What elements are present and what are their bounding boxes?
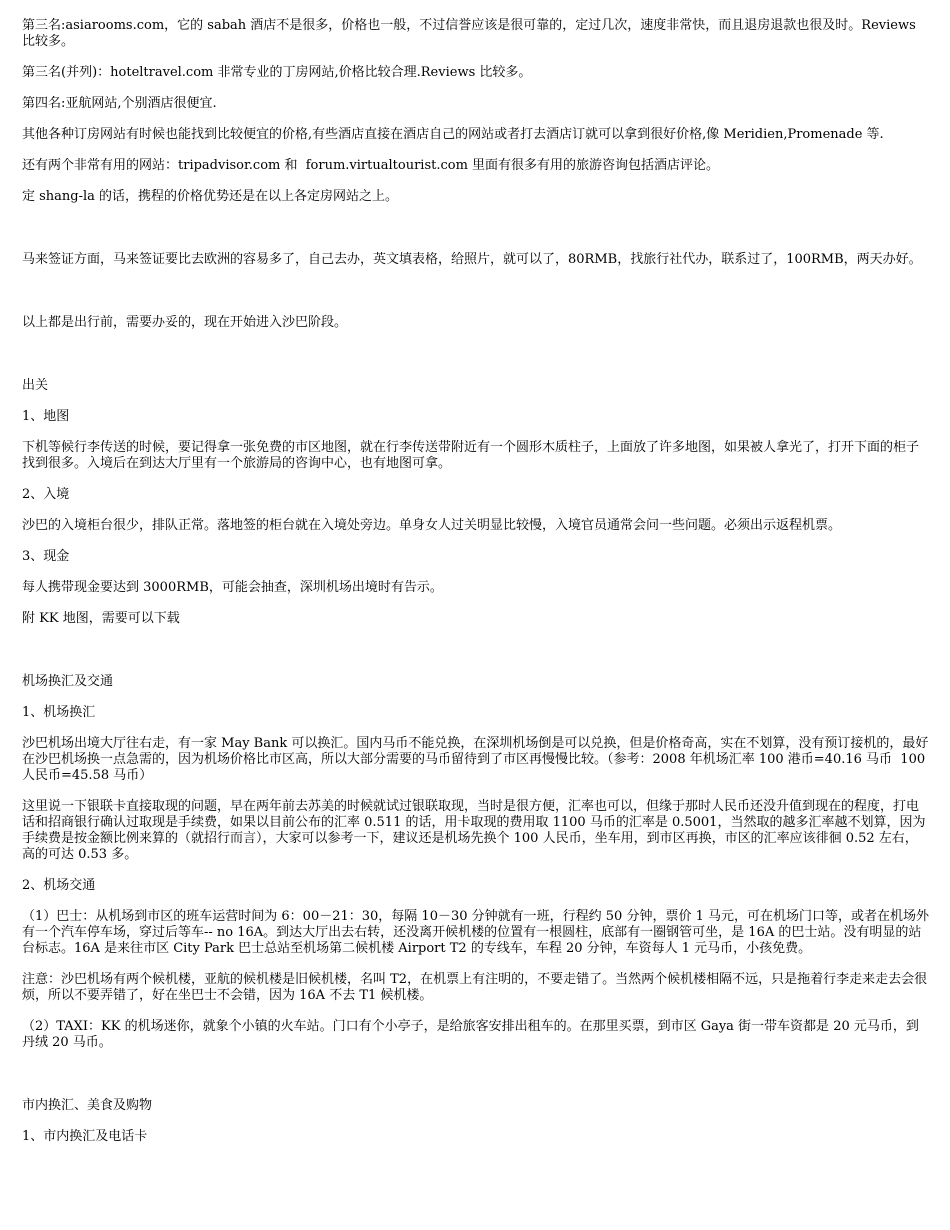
paragraph: 沙巴机场出境大厅往右走，有一家 May Bank 可以换汇。国内马币不能兑换，在深圳机场倒是可以兑换，但是价格奇高，实在不划算，没有预订接机的，最好在沙巴机场换一点急需的，因为机场价格比市区高，所以大部分需要的马币留待到了市区再慢慢比较。（参考：2008 年机场汇率 100 港币=40.16 马币 100 人民币=45.58 马币） <box>22 736 930 783</box>
section-heading: 机场换汇及交通 <box>22 674 114 689</box>
paragraph: 附 KK 地图，需要可以下载 <box>22 611 180 626</box>
spacer <box>22 283 929 315</box>
paragraph: 第四名:亚航网站,个别酒店很便宜. <box>22 96 217 111</box>
spacer <box>22 642 929 674</box>
subsection-heading: 2、机场交通 <box>22 878 96 893</box>
paragraph: （1）巴士：从机场到市区的班车运营时间为 6：00－21：30，每隔 10－30 分钟就有一班，行程约 50 分钟，票价 1 马元，可在机场门口等，或者在机场外有一个汽车停车场，穿过后等车-- no 16A。到达大厅出去右转，还没离开候机楼的位置有一根圆柱，底部有一圈钢管可坐，是 16A 的巴士站。没有明显的站台标志。16A 是来往市区 City Park 巴士总站至机场第二候机楼 Airport T2 的专线车，车程 20 分钟，车资每人 1 元马币，小孩免费。 <box>22 909 929 956</box>
section-heading: 出关 <box>22 378 49 393</box>
section-heading: 市内换汇、美食及购物 <box>22 1098 153 1113</box>
paragraph: 注意：沙巴机场有两个候机楼，亚航的候机楼是旧候机楼，名叫 T2，在机票上有注明的，不要走错了。当然两个候机楼相隔不远，只是拖着行李走来走去会很烦，所以不要弄错了，好在坐巴士不会错，因为 16A 不去 T1 候机楼。 <box>22 972 928 1003</box>
paragraph: （2）TAXI：KK 的机场迷你，就象个小镇的火车站。门口有个小亭子，是给旅客安排出租车的。在那里买票，到市区 Gaya 街一带车资都是 20 元马币，到丹绒 20 马币。 <box>22 1019 919 1050</box>
paragraph: 还有两个非常有用的网站：tripadvisor.com 和 forum.virtualtourist.com 里面有很多有用的旅游咨询包括酒店评论。 <box>22 158 720 173</box>
spacer <box>22 220 929 252</box>
paragraph: 马来签证方面，马来签证要比去欧洲的容易多了，自己去办，英文填表格，给照片，就可以了，80RMB，找旅行社代办，联系过了，100RMB，两天办好。 <box>22 252 922 267</box>
paragraph: 沙巴的入境柜台很少，排队正常。落地签的柜台就在入境处旁边。单身女人过关明显比较慢，入境官员通常会问一些问题。必须出示返程机票。 <box>22 518 842 533</box>
paragraph: 下机等候行李传送的时候，要记得拿一张免费的市区地图，就在行李传送带附近有一个圆形木质柱子，上面放了许多地图，如果被人拿光了，打开下面的柜子找到很多。入境后在到达大厅里有一个旅游局的咨询中心，也有地图可拿。 <box>22 440 920 471</box>
spacer <box>22 346 929 378</box>
paragraph: 定 shang-la 的话，携程的价格优势还是在以上各定房网站之上。 <box>22 189 399 204</box>
subsection-heading: 2、入境 <box>22 487 70 502</box>
paragraph: 第三名(并列)：hoteltravel.com 非常专业的丁房网站,价格比较合理.Reviews 比较多。 <box>22 65 532 80</box>
paragraph: 这里说一下银联卡直接取现的问题，早在两年前去苏美的时候就试过银联取现，当时是很方便，汇率也可以，但缘于那时人民币还没升值到现在的程度，打电话和招商银行确认过取现是手续费，如果以目前公布的汇率 0.511 的话，用卡取现的费用取 1100 马币的汇率是 0.5001，当然取的越多汇率越不划算，因为手续费是按金额比例来算的（就招行而言），大家可以参考一下，建议还是机场先换个 100 人民币，坐车用，到市区再换，市区的汇率应该徘徊 0.52 左右，高的可达 0.53 多。 <box>22 799 926 862</box>
paragraph: 第三名:asiarooms.com，它的 sabah 酒店不是很多，价格也一般，不过信誉应该是很可靠的，定过几次，速度非常快，而且退房退款也很及时。Reviews 比较多。 <box>22 18 920 49</box>
paragraph: 每人携带现金要达到 3000RMB，可能会抽查，深圳机场出境时有告示。 <box>22 580 443 595</box>
subsection-heading: 1、市内换汇及电话卡 <box>22 1129 148 1144</box>
subsection-heading: 1、地图 <box>22 409 70 424</box>
subsection-heading: 3、现金 <box>22 549 70 564</box>
paragraph: 以上都是出行前，需要办妥的，现在开始进入沙巴阶段。 <box>22 315 348 330</box>
subsection-heading: 1、机场换汇 <box>22 705 96 720</box>
spacer <box>22 1066 929 1098</box>
paragraph: 其他各种订房网站有时候也能找到比较便宜的价格,有些酒店直接在酒店自己的网站或者打去酒店订就可以拿到很好价格,像 Meridien,Promenade 等. <box>22 127 884 142</box>
